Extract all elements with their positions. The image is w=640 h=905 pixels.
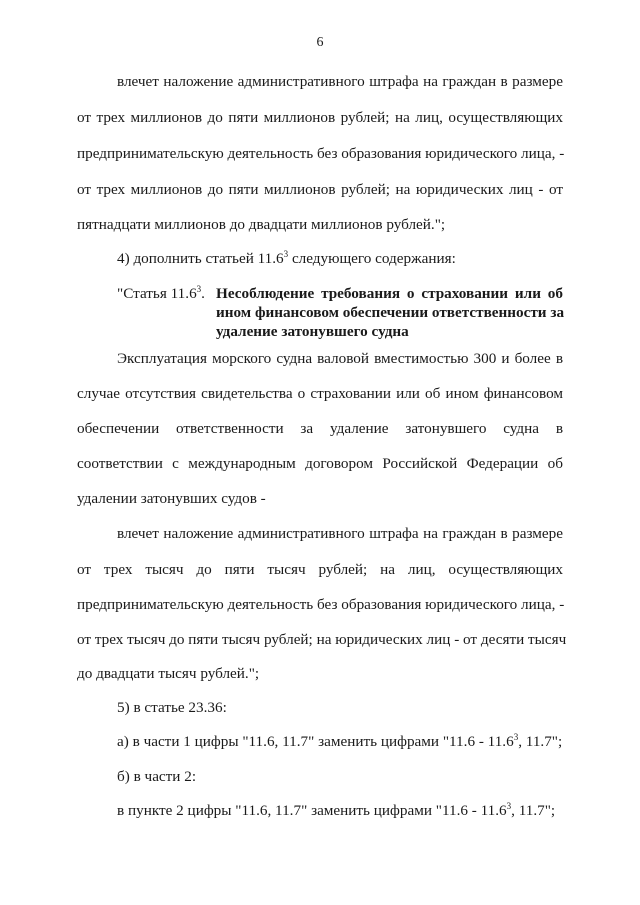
- text-line: 5) в статье 23.36:: [117, 699, 227, 716]
- text-line: [117, 732, 563, 752]
- text-fragment: а) в части 1 цифры "11.6, 11.7" заменить цифрами "11.6 - 11.6: [117, 733, 514, 750]
- text-line: б) в части 2:: [117, 768, 197, 785]
- text-line: от трех миллионов до пяти миллионов рублей; на лиц, осуществляющих: [77, 109, 563, 126]
- article-title-line: удаление затонувшего судна: [216, 323, 409, 340]
- superscript: 3: [283, 249, 289, 259]
- superscript: 3: [506, 801, 512, 811]
- page-number: 6: [316, 35, 324, 50]
- text-line: соответствии с международным договором Российской Федерации об: [77, 455, 563, 472]
- text-line: [117, 249, 563, 269]
- text-line: Эксплуатация морского судна валовой вместимостью 300 и более в: [117, 350, 563, 367]
- text-fragment: "Статья 11.6: [117, 285, 197, 302]
- text-fragment: , 11.7";: [518, 733, 563, 750]
- superscript: 3: [196, 284, 202, 294]
- text-line: случае отсутствия свидетельства о страховании или об ином финансовом: [77, 385, 563, 402]
- text-line: предпринимательскую деятельность без образования юридического лица, -: [77, 596, 565, 613]
- text-fragment: в пункте 2 цифры "11.6, 11.7" заменить цифрами "11.6 - 11.6: [117, 802, 507, 819]
- text-line: пятнадцати миллионов до двадцати миллионов рублей.";: [77, 216, 446, 233]
- text-fragment: следующего содержания:: [288, 250, 456, 267]
- article-title-line: ином финансовом обеспечении ответственности за: [216, 304, 565, 321]
- text-line: [117, 801, 563, 821]
- text-line: от трех тысяч до пяти тысяч рублей; на юридических лиц - от десяти тысяч: [77, 631, 567, 648]
- text-line: влечет наложение административного штрафа на граждан в размере: [117, 73, 563, 90]
- article-title-line: Несоблюдение требования о страховании или об: [216, 285, 563, 302]
- text-line: предпринимательскую деятельность без образования юридического лица, -: [77, 145, 565, 162]
- text-line: влечет наложение административного штрафа на граждан в размере: [117, 525, 563, 542]
- article-label: [117, 284, 205, 304]
- article-title: [216, 284, 563, 341]
- text-line: до двадцати тысяч рублей.";: [77, 665, 260, 682]
- text-fragment: , 11.7";: [511, 802, 556, 819]
- superscript: 3: [513, 732, 519, 742]
- text-line: обеспечении ответственности за удаление затонувшего судна в: [77, 420, 563, 437]
- text-fragment: .: [201, 285, 205, 302]
- text-line: удалении затонувших судов -: [77, 490, 266, 507]
- text-fragment: 4) дополнить статьей 11.6: [117, 250, 284, 267]
- text-line: от трех тысяч до пяти тысяч рублей; на лиц, осуществляющих: [77, 561, 563, 578]
- text-line: от трех миллионов до пяти миллионов рублей; на юридических лиц - от: [77, 181, 563, 198]
